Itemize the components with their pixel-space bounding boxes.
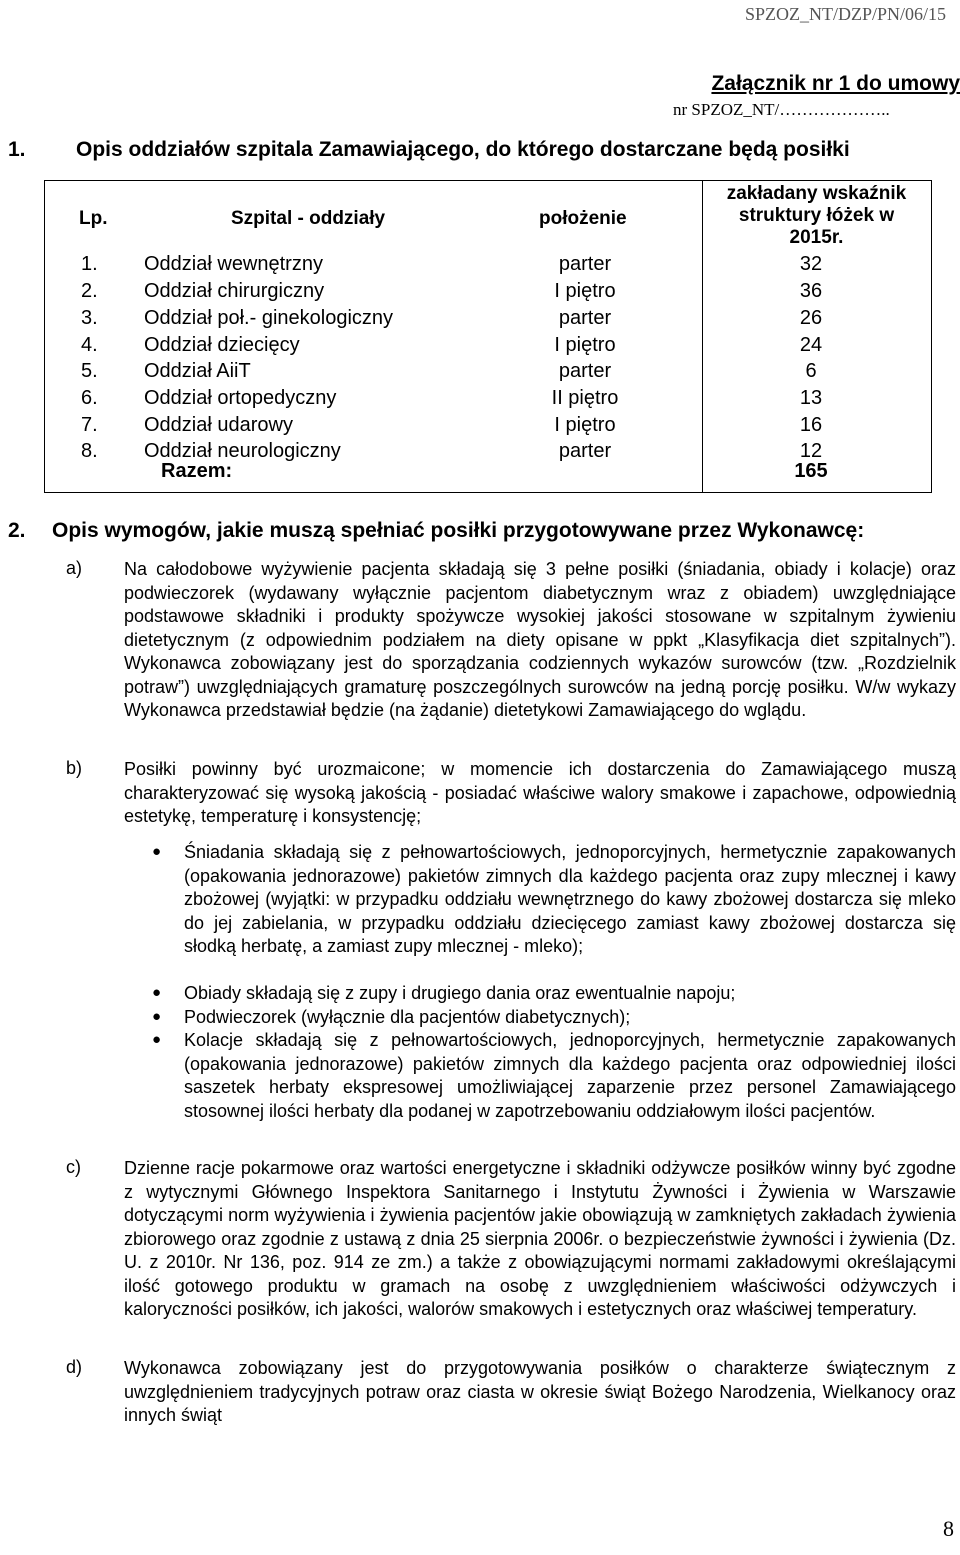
row-department: Oddział neurologiczny [144, 440, 341, 462]
row-number: 5. [81, 360, 98, 382]
row-location: I piętro [554, 414, 616, 436]
header-bed-index [702, 183, 931, 249]
row-location: parter [558, 440, 612, 462]
bullet-item-snack: Podwieczorek (wyłącznie dla pacjentów diabetycznych); [184, 1007, 631, 1027]
row-value: 13 [799, 387, 823, 409]
row-value: 24 [799, 334, 823, 356]
total-value: 165 [794, 460, 828, 482]
row-location: parter [558, 360, 612, 382]
table-row [45, 360, 931, 387]
row-department: Oddział wewnętrzny [144, 253, 323, 275]
bullet-item-lunch: Obiady składają się z zupy i drugiego dania oraz ewentualnie napoju; [184, 983, 736, 1003]
total-label: Razem: [161, 460, 233, 482]
section-2-number: 2. [8, 519, 26, 542]
header-lp: Lp. [79, 208, 108, 229]
row-department: Oddział chirurgiczny [144, 280, 325, 302]
item-d-letter: d) [66, 1357, 83, 1377]
bullet-icon: ● [152, 843, 162, 860]
annex-number: nr SPZOZ_NT/……………….. [673, 100, 890, 119]
header-location: położenie [539, 208, 627, 229]
row-value: 36 [799, 280, 823, 302]
row-number: 1. [81, 253, 98, 275]
header-bed-index-line: zakładany wskaźnik [726, 183, 907, 204]
item-d-text: Wykonawca zobowiązany jest do przygotowywania posiłków o charakterze świątecznym z uwzględnieniem tradycyjnych potraw oraz ciasta w okresie świąt Bożego Narodzenia, Wielkanocy oraz innych świąt [124, 1358, 956, 1425]
header-department: Szpital - oddziały [231, 208, 386, 229]
row-location: parter [558, 253, 612, 275]
page-number: 8 [943, 1516, 954, 1541]
item-b-text: Posiłki powinny być urozmaicone; w momencie ich dostarczenia do Zamawiającego muszą charakteryzować się wysoką jakością - posiadać właściwe walory smakowe i zapachowe, odpowiednią estetykę, temperaturę i konsystencję; [124, 759, 956, 826]
row-number: 3. [81, 307, 98, 329]
row-value: 16 [799, 414, 823, 436]
row-location: parter [558, 307, 612, 329]
table-row [45, 253, 931, 280]
header-bed-index-line: 2015r. [789, 227, 844, 248]
item-b-letter: b) [66, 758, 83, 778]
row-location: I piętro [554, 334, 616, 356]
bullet-item-dinner: Kolacje składają się z pełnowartościowych, jednoporcyjnych, hermetycznie zapakowanych (opakowania jednorazowe) pakietów zimnych dla każdego pacjenta oraz odpowiedniej ilości saszetek herbaty ekspresowej umożliwiającej zaparzenie przez personel Zamawiającego stosownej ilości herbaty dla podanej w zapotrzebowaniu oddziałowym ilości pacjentów. [184, 1030, 956, 1121]
bullet-item-breakfast: Śniadania składają się z pełnowartościowych, jednoporcyjnych, hermetycznie zapakowanych (opakowania jednorazowe) pakietów zimnych dla każdego pacjenta oraz zupy mlecznej i kawy zbożowej (wyjątki: w przypadku oddziału wewnętrznego do kawy zbożowej dostarcza się mleko do jej zabielania, w przypadku oddziału dziecięcego zamiast kawy zbożowej dostarcza się słodką herbatę, a zamiast zupy mlecznej - mleko); [184, 842, 956, 956]
annex-title: Załącznik nr 1 do umowy [711, 72, 960, 95]
section-2-title: Opis wymogów, jakie muszą spełniać posiłki przygotowywane przez Wykonawcę: [52, 519, 865, 542]
bullet-icon: ● [152, 1031, 162, 1048]
bullet-icon: ● [152, 984, 162, 1001]
table-row [45, 307, 931, 334]
row-value: 12 [799, 440, 823, 462]
row-department: Oddział AiiT [144, 360, 251, 382]
row-department: Oddział ortopedyczny [144, 387, 337, 409]
table-row [45, 280, 931, 307]
row-value: 6 [805, 360, 817, 382]
section-1-title: Opis oddziałów szpitala Zamawiającego, do którego dostarczane będą posiłki [76, 138, 850, 161]
table-row [45, 414, 931, 441]
header-bed-index-line: struktury łóżek w [738, 205, 895, 226]
bullet-icon: ● [152, 1008, 162, 1025]
row-department: Oddział dziecięcy [144, 334, 300, 356]
row-number: 6. [81, 387, 98, 409]
item-a-letter: a) [66, 558, 83, 578]
row-number: 7. [81, 414, 98, 436]
row-location: I piętro [554, 280, 616, 302]
departments-table [44, 180, 932, 493]
table-row [45, 387, 931, 414]
item-a-text: Na całodobowe wyżywienie pacjenta składają się 3 pełne posiłki (śniadania, obiady i kolacje) oraz podwieczorek (wydawany wyłącznie pacjentom diabetycznym wraz z obiadem) uwzględniające podstawowe składniki i produkty spożywcze wysokiej jakości stosowane w szpitalnym żywieniu dietetycznym (z odpowiednim podziałem na diety opisane w ppkt „Klasyfikacja diet szpitalnych”). Wykonawca zobowiązany jest do sporządzania codziennych wykazów surowców (tzw. „Rozdzielnik potraw”) uwzględniających gramaturę poszczególnych surowców na jedną porcję posiłku. W/w wykazy Wykonawca przedstawiał będzie (na żądanie) dietetykowi Zamawiającego do wglądu. [124, 559, 956, 720]
table-row [45, 334, 931, 361]
item-c-text: Dzienne racje pokarmowe oraz wartości energetyczne i składniki odżywcze posiłków winny być zgodne z wytycznymi Głównego Inspektora Sanitarnego i Instytutu Żywności i Żywienia w Warszawie dotyczącymi norm wyżywienia i żywienia pacjentów jakie obowiązują w zamkniętych zakładach żywienia zbiorowego oraz zgodnie z ustawą z dnia 25 sierpnia 2006r. o bezpieczeństwie żywności i żywienia (Dz. U. z 2010r. Nr 136, poz. 914 ze zm.) a także z obowiązującymi normami zakładowymi określającymi ilość gotowego produktu w gramach na osobę z uwzględnieniem właściwości odżywczych i kaloryczności posiłków, ich jakości, walorów smakowych i estetycznych oraz właściwej temperatury. [124, 1158, 956, 1319]
row-value: 26 [799, 307, 823, 329]
row-department: Oddział poł.- ginekologiczny [144, 307, 394, 329]
item-c-letter: c) [66, 1157, 81, 1177]
row-number: 8. [81, 440, 98, 462]
row-department: Oddział udarowy [144, 414, 293, 436]
row-value: 32 [799, 253, 823, 275]
section-1-number: 1. [8, 138, 26, 161]
document-reference: SPZOZ_NT/DZP/PN/06/15 [744, 4, 946, 24]
total-row [45, 460, 931, 490]
row-number: 2. [81, 280, 98, 302]
row-number: 4. [81, 334, 98, 356]
row-location: II piętro [551, 387, 619, 409]
